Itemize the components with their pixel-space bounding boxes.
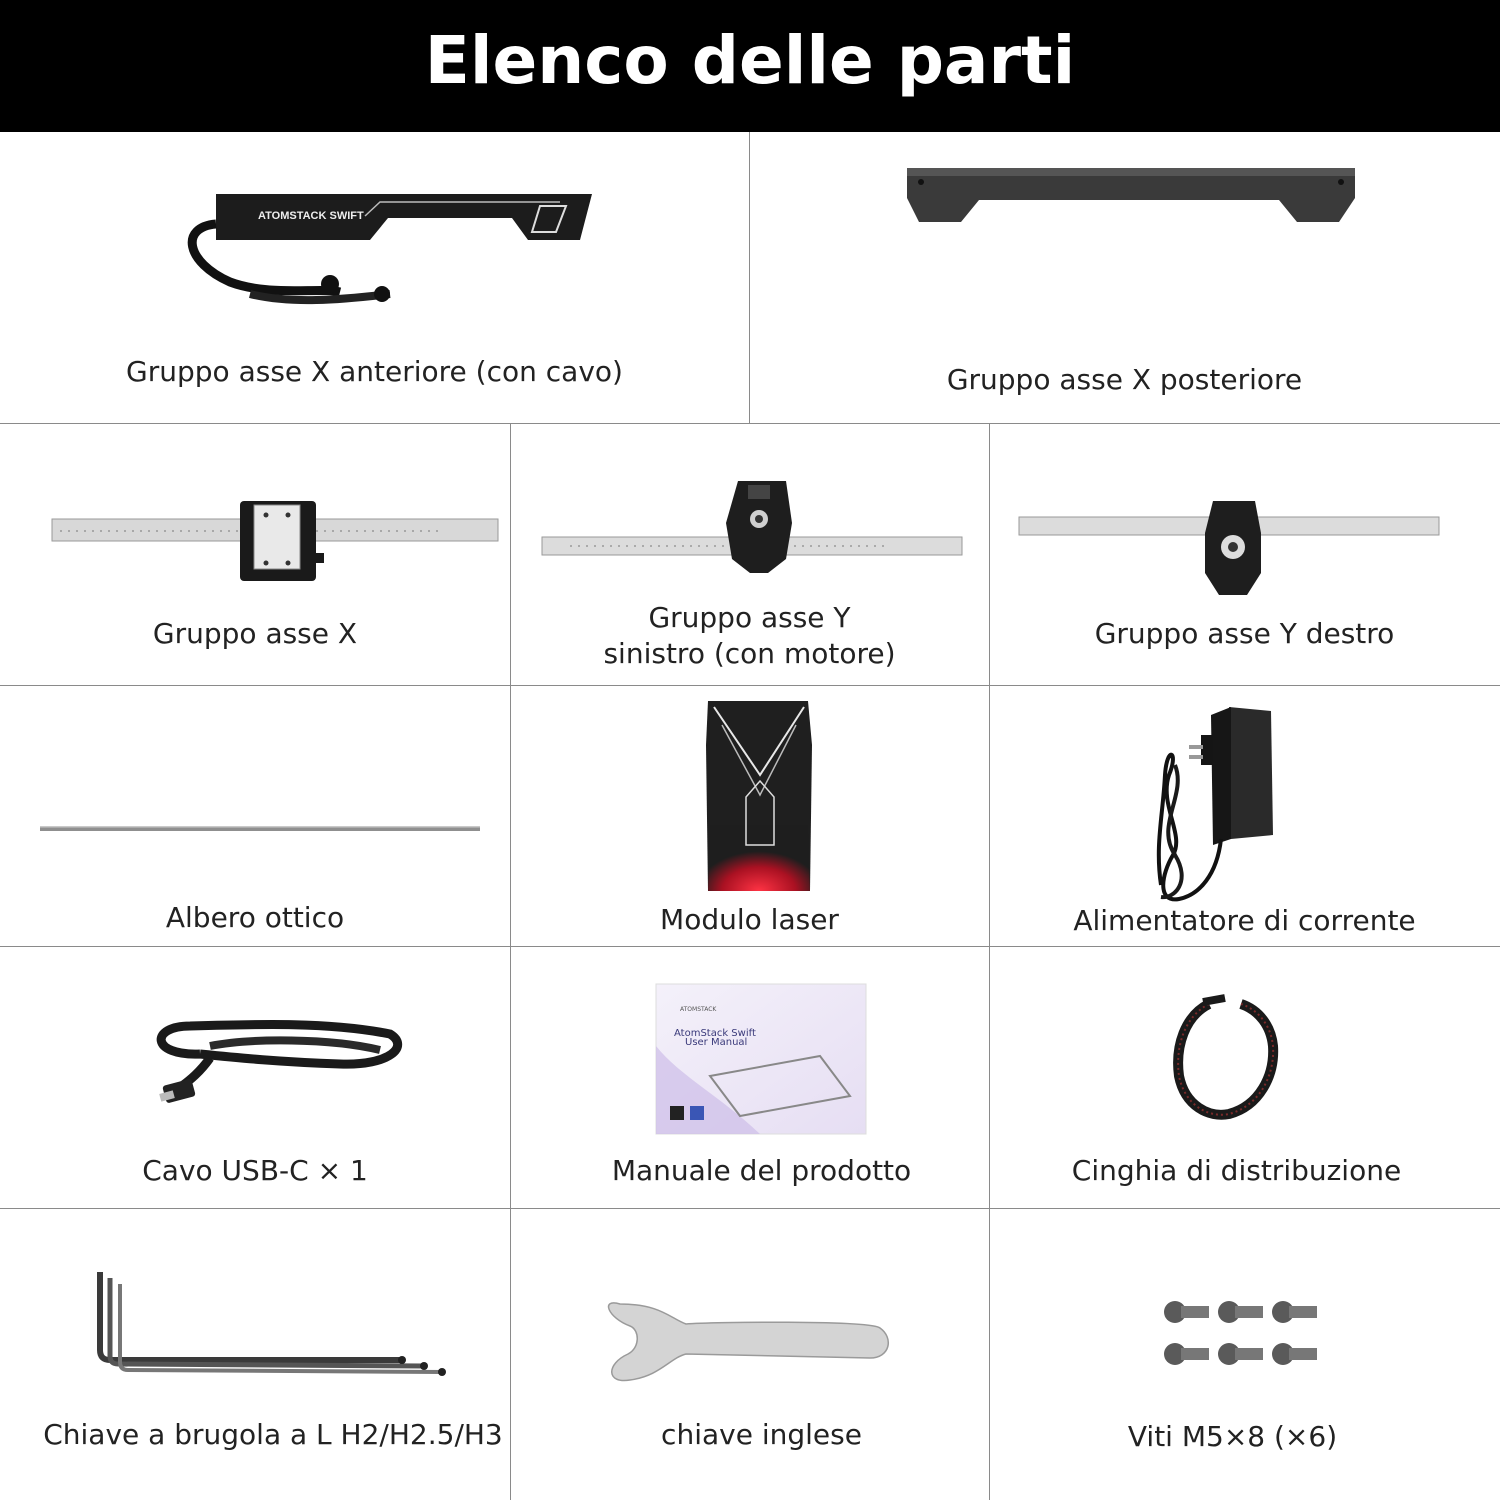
- part-optical-shaft: [0, 685, 510, 946]
- part-manual: [510, 946, 989, 1208]
- rail-logo-text: ATOMSTACK SWIFT: [258, 210, 364, 222]
- part-label: Modulo laser: [660, 903, 839, 936]
- page-title: Elenco delle parti: [424, 22, 1076, 99]
- part-timing-belt: [989, 946, 1500, 1208]
- part-rear-x-axis: [749, 132, 1500, 423]
- part-label: Chiave a brugola a L H2/H2.5/H3: [43, 1418, 503, 1451]
- header-bar: [0, 0, 1500, 132]
- part-front-x-axis: [0, 132, 749, 423]
- part-usb-c-cable: [0, 946, 510, 1208]
- manual-title-line1: AtomStack Swift: [674, 1028, 756, 1039]
- part-label: Gruppo asse X posteriore: [946, 363, 1303, 396]
- part-label: Gruppo asse Y: [648, 601, 851, 634]
- part-label: Alimentatore di corrente: [1073, 904, 1416, 937]
- part-label: Cavo USB-C × 1: [142, 1154, 368, 1187]
- screws-icon: [989, 1208, 1500, 1500]
- part-left-y-axis: [510, 423, 989, 685]
- manual-title-line2: User Manual: [685, 1037, 748, 1048]
- hex-key-icon: [0, 1208, 510, 1500]
- part-label-line2: sinistro (con motore): [603, 637, 896, 670]
- part-label: Gruppo asse X: [152, 617, 358, 650]
- part-label: chiave inglese: [661, 1418, 862, 1451]
- part-label: Gruppo asse X anteriore (con cavo): [126, 355, 623, 388]
- wrench-icon: [510, 1208, 989, 1500]
- part-right-y-axis: [989, 423, 1500, 685]
- part-screws: [989, 1208, 1500, 1500]
- manual-brand: ATOMSTACK: [680, 1006, 717, 1013]
- part-label: Viti M5×8 (×6): [1127, 1420, 1338, 1453]
- part-label: Manuale del prodotto: [611, 1154, 912, 1187]
- part-label: Gruppo asse Y destro: [1094, 617, 1395, 650]
- part-wrench: [510, 1208, 989, 1500]
- part-power-adapter: [989, 685, 1500, 946]
- part-label: Cinghia di distribuzione: [1071, 1154, 1402, 1187]
- part-hex-keys: [0, 1208, 510, 1500]
- part-x-axis-group: [0, 423, 510, 685]
- part-label: Albero ottico: [165, 901, 345, 934]
- part-laser-module: [510, 685, 989, 946]
